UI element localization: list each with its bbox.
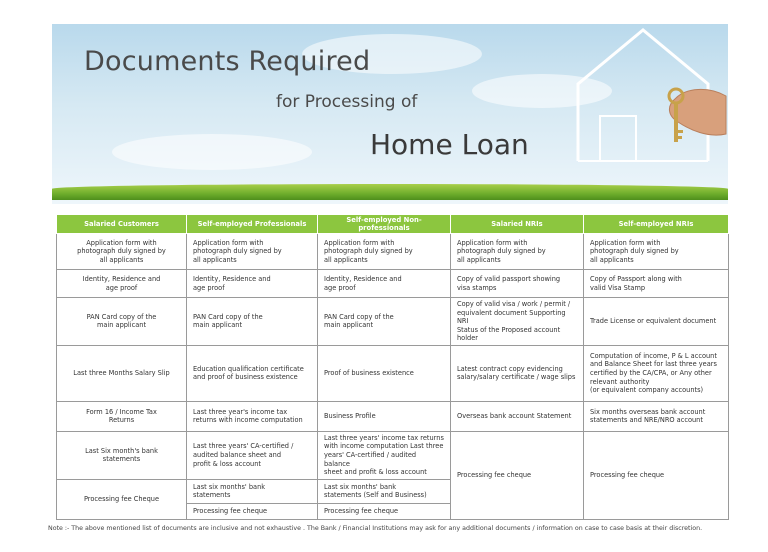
table-cell: Processing fee cheque [451, 431, 584, 519]
table-header-row [57, 215, 729, 234]
page-subtitle: for Processing of [276, 92, 418, 112]
table-cell: Proof of business existence [318, 345, 451, 401]
header-banner [52, 24, 728, 204]
table-row [57, 401, 729, 431]
table-cell: Six months overseas bank account statements and NRE/NRO account [584, 401, 729, 431]
column-header: Salaried Customers [57, 215, 187, 234]
table-cell: Overseas bank account Statement [451, 401, 584, 431]
table-cell: PAN Card copy of the main applicant [187, 298, 318, 346]
column-header: Salaried NRIs [451, 215, 584, 234]
table-cell: Copy of Passport along with valid Visa Stamp [584, 270, 729, 298]
table-cell: Last six months' bank statements [187, 479, 318, 503]
table-cell: Form 16 / Income Tax Returns [57, 401, 187, 431]
footnote: Note :- The above mentioned list of documents are inclusive and not exhaustive . The Bank / Financial Institutions may ask for any additional documents / information on case to case basis at their discretion. [48, 525, 703, 532]
house-key-icon [558, 26, 728, 166]
documents-table [56, 214, 729, 520]
table-cell: Identity, Residence and age proof [57, 270, 187, 298]
table-cell: Trade License or equivalent document [584, 298, 729, 346]
table-cell: Application form with photograph duly signed by all applicants [57, 234, 187, 270]
table-cell: Processing fee Cheque [57, 479, 187, 519]
table-cell: Last three years' income tax returns with income computation Last three years' CA-certified / audited balance sheet and profit & loss account [318, 431, 451, 479]
table-cell: Last three years' CA-certified / audited balance sheet and profit & loss account [187, 431, 318, 479]
table-row [57, 345, 729, 401]
table-cell: Application form with photograph duly signed by all applicants [187, 234, 318, 270]
table-cell: Last Six month's bank statements [57, 431, 187, 479]
table-cell: Copy of valid visa / work / permit / equivalent document Supporting NRI Status of the Proposed account holder [451, 298, 584, 346]
table-cell: PAN Card copy of the main applicant [318, 298, 451, 346]
table-row [57, 234, 729, 270]
table-cell: Processing fee cheque [584, 431, 729, 519]
table-row [57, 431, 729, 479]
table-cell: Last three year's income tax returns with income computation [187, 401, 318, 431]
table-cell: Copy of valid passport showing visa stamps [451, 270, 584, 298]
table-row [57, 298, 729, 346]
table-cell: Processing fee cheque [187, 503, 318, 519]
table-cell: Application form with photograph duly signed by all applicants [584, 234, 729, 270]
page-heading: Home Loan [370, 128, 529, 161]
page-title: Documents Required [84, 46, 371, 77]
table-cell: Identity, Residence and age proof [187, 270, 318, 298]
table-cell: Application form with photograph duly signed by all applicants [318, 234, 451, 270]
table-cell: Last three Months Salary Slip [57, 345, 187, 401]
table-cell: Processing fee cheque [318, 503, 451, 519]
column-header: Self-employed NRIs [584, 215, 729, 234]
table-cell: PAN Card copy of the main applicant [57, 298, 187, 346]
table-cell: Identity, Residence and age proof [318, 270, 451, 298]
column-header: Self-employed Professionals [187, 215, 318, 234]
column-header: Self-employed Non-professionals [318, 215, 451, 234]
table-cell: Last six months' bank statements (Self and Business) [318, 479, 451, 503]
table-row [57, 270, 729, 298]
table-cell: Latest contract copy evidencing salary/salary certificate / wage slips [451, 345, 584, 401]
table-cell: Education qualification certificate and proof of business existence [187, 345, 318, 401]
cloud [112, 134, 312, 170]
table-cell: Application form with photograph duly signed by all applicants [451, 234, 584, 270]
table-cell: Business Profile [318, 401, 451, 431]
grass-strip [52, 184, 728, 200]
table-cell: Computation of income, P & L account and Balance Sheet for last three years certified by the CA/CPA, or Any other relevant authority (or equivalent company accounts) [584, 345, 729, 401]
